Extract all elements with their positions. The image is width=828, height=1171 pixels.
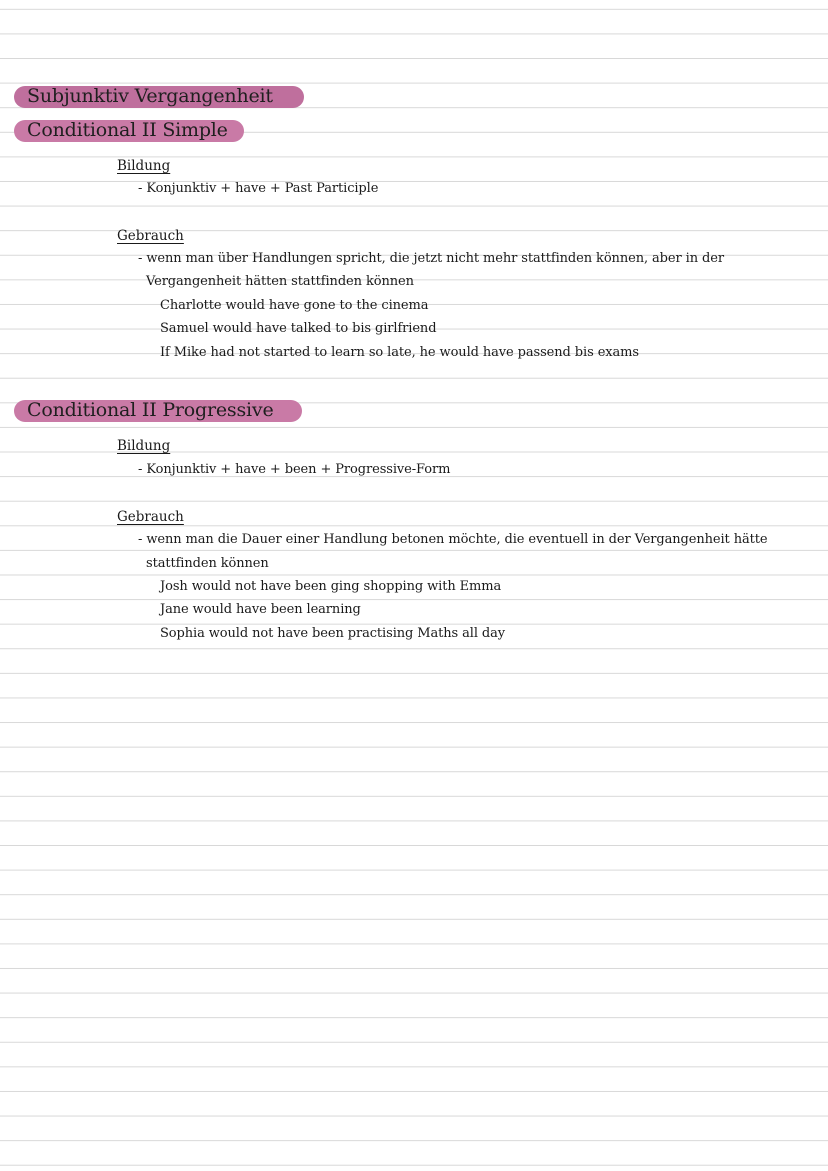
section-2-example-2: Jane would have been learning — [160, 602, 361, 617]
section-2-heading: Conditional II Progressive — [27, 399, 274, 421]
section-2-example-1: Josh would not have been ging shopping with Emma — [160, 579, 502, 594]
section-1-gebrauch-line-1: - wenn man über Handlungen spricht, die jetzt nicht mehr stattfinden können, aber in der — [138, 251, 724, 266]
section-2-gebrauch-line-2: stattfinden können — [146, 556, 269, 571]
section-1-heading: Conditional II Simple — [27, 119, 228, 141]
section-2-gebrauch-label: Gebrauch — [117, 509, 184, 525]
section-1-gebrauch-line-2: Vergangenheit hätten stattfinden können — [146, 274, 414, 289]
section-2-example-3: Sophia would not have been practising Maths all day — [160, 626, 506, 641]
section-1-example-2: Samuel would have talked to bis girlfriend — [160, 321, 437, 336]
section-2-gebrauch-line-1: - wenn man die Dauer einer Handlung betonen möchte, die eventuell in der Vergangenheit hätte — [138, 532, 768, 547]
page-title: Subjunktiv Vergangenheit — [27, 85, 273, 107]
section-1-example-3: If Mike had not started to learn so late, he would have passend bis exams — [160, 345, 639, 360]
section-1-gebrauch-label: Gebrauch — [117, 228, 184, 244]
section-1-example-1: Charlotte would have gone to the cinema — [160, 298, 429, 313]
section-1-bildung-text: - Konjunktiv + have + Past Participle — [138, 181, 379, 196]
section-2-bildung-label: Bildung — [117, 438, 171, 454]
section-1-bildung-label: Bildung — [117, 158, 171, 174]
section-2-bildung-text: - Konjunktiv + have + been + Progressive-Form — [138, 462, 451, 477]
